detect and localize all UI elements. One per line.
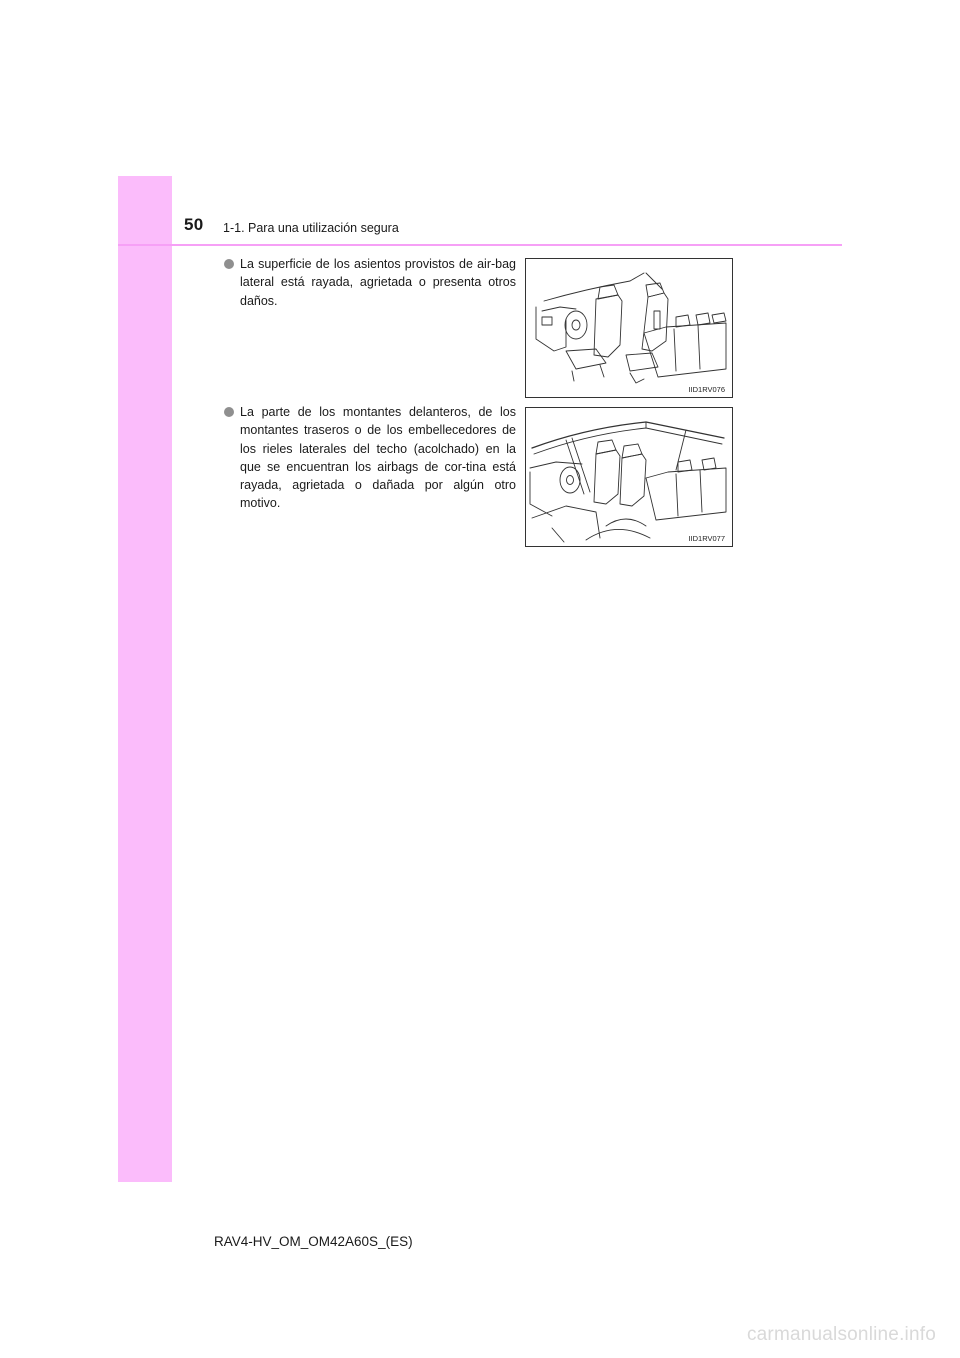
- bullet-dot-icon: [224, 259, 234, 269]
- bullet-text: La superficie de los asientos provistos de air-bag lateral está rayada, agrietada o presenta otros daños.: [240, 257, 516, 308]
- figure-code: IID1RV076: [688, 385, 725, 394]
- car-interior-illustration: [526, 259, 732, 397]
- bullet-text: La parte de los montantes delanteros, de los montantes traseros o de los embellecedores de los rieles laterales del techo (acolchado) en la que se encuentran los airbags de cor-tina está rayada, agrietada o dañada por algún otro motivo.: [240, 405, 516, 511]
- side-color-band: [118, 176, 172, 1182]
- page-number: 50: [184, 215, 204, 234]
- header-rule: [118, 244, 842, 246]
- figure-curtain-airbag: [525, 407, 733, 547]
- watermark: carmanualsonline.info: [746, 1324, 936, 1345]
- car-interior-roof-illustration: [526, 408, 732, 546]
- section-title: 1-1. Para una utilización segura: [223, 221, 399, 235]
- bullet-item-seat-airbag: [224, 255, 516, 310]
- figure-seat-side-airbag: [525, 258, 733, 398]
- bullet-dot-icon: [224, 407, 234, 417]
- bullet-item-curtain-airbag: [224, 403, 516, 513]
- figure-code: IID1RV077: [688, 534, 725, 543]
- footer-doc-code: RAV4-HV_OM_OM42A60S_(ES): [214, 1234, 413, 1249]
